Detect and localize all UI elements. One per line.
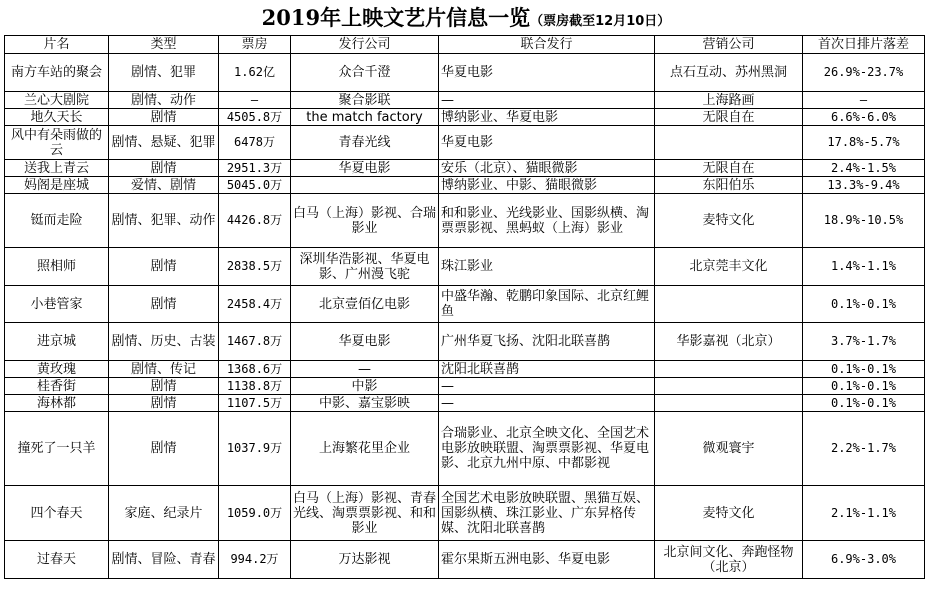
film-name-cell: 地久天长 [5, 109, 109, 126]
co-distributor-cell: 安乐（北京）、猫眼微影 [439, 160, 655, 177]
distributor-cell: 上海繁花里企业 [291, 412, 439, 486]
title-note: （票房截至12月10日） [530, 14, 671, 29]
screening-gap-cell: 17.8%-5.7% [803, 126, 925, 160]
table-row [5, 54, 925, 92]
film-name-cell: 小巷管家 [5, 286, 109, 323]
marketing-cell [655, 378, 803, 395]
co-distributor-cell: 华夏电影 [439, 54, 655, 92]
marketing-cell [655, 395, 803, 412]
screening-gap-cell: 26.9%-23.7% [803, 54, 925, 92]
header-row [5, 36, 925, 54]
marketing-cell [655, 286, 803, 323]
header-cell: 片名 [5, 36, 109, 54]
film-name-cell: 海林都 [5, 395, 109, 412]
film-name-cell: 进京城 [5, 323, 109, 361]
table-row [5, 395, 925, 412]
film-name-cell: 撞死了一只羊 [5, 412, 109, 486]
screening-gap-cell: 2.4%-1.5% [803, 160, 925, 177]
header-cell: 票房 [219, 36, 291, 54]
film-name-cell: 兰心大剧院 [5, 92, 109, 109]
header-cell: 首次日排片落差 [803, 36, 925, 54]
header-cell: 联合发行 [439, 36, 655, 54]
table-row [5, 248, 925, 286]
co-distributor-cell: 中盛华瀚、乾鹏印象国际、北京红鲤鱼 [439, 286, 655, 323]
box-office-cell: 4505.8万 [219, 109, 291, 126]
genre-cell: 剧情 [109, 109, 219, 126]
genre-cell: 剧情 [109, 160, 219, 177]
genre-cell: 剧情、犯罪 [109, 54, 219, 92]
marketing-cell [655, 361, 803, 378]
film-name-cell: 南方车站的聚会 [5, 54, 109, 92]
box-office-cell: 1037.9万 [219, 412, 291, 486]
distributor-cell: 众合千澄 [291, 54, 439, 92]
genre-cell: 剧情 [109, 412, 219, 486]
genre-cell: 家庭、纪录片 [109, 486, 219, 541]
co-distributor-cell: 霍尔果斯五洲电影、华夏电影 [439, 541, 655, 579]
marketing-cell: 东阳伯乐 [655, 177, 803, 194]
header-cell: 类型 [109, 36, 219, 54]
box-office-cell: 2951.3万 [219, 160, 291, 177]
screening-gap-cell: 13.3%-9.4% [803, 177, 925, 194]
co-distributor-cell: 华夏电影 [439, 126, 655, 160]
screening-gap-cell: 2.2%-1.7% [803, 412, 925, 486]
film-name-cell: 桂香街 [5, 378, 109, 395]
marketing-cell: 麦特文化 [655, 486, 803, 541]
box-office-cell: 2838.5万 [219, 248, 291, 286]
co-distributor-cell: — [439, 378, 655, 395]
film-name-cell: 四个春天 [5, 486, 109, 541]
genre-cell: 剧情、传记 [109, 361, 219, 378]
table-row [5, 194, 925, 248]
table-row [5, 378, 925, 395]
box-office-cell: 1.62亿 [219, 54, 291, 92]
box-office-cell: 6478万 [219, 126, 291, 160]
marketing-cell: 北京间文化、奔跑怪物（北京） [655, 541, 803, 579]
box-office-cell: 1059.0万 [219, 486, 291, 541]
film-name-cell: 过春天 [5, 541, 109, 579]
table-row [5, 286, 925, 323]
genre-cell: 剧情、历史、古装 [109, 323, 219, 361]
genre-cell: 剧情 [109, 248, 219, 286]
table-row [5, 486, 925, 541]
marketing-cell [655, 126, 803, 160]
table-row [5, 323, 925, 361]
co-distributor-cell: — [439, 395, 655, 412]
screening-gap-cell: 1.4%-1.1% [803, 248, 925, 286]
genre-cell: 剧情 [109, 378, 219, 395]
co-distributor-cell: 和和影业、光线影业、国影纵横、淘票票影视、黑蚂蚁（上海）影业 [439, 194, 655, 248]
marketing-cell: 华影嘉视（北京） [655, 323, 803, 361]
genre-cell: 爱情、剧情 [109, 177, 219, 194]
distributor-cell: 深圳华浩影视、华夏电影、广州漫飞驼 [291, 248, 439, 286]
distributor-cell: the match factory [291, 109, 439, 126]
screening-gap-cell: 6.6%-6.0% [803, 109, 925, 126]
genre-cell: 剧情 [109, 286, 219, 323]
table-row [5, 177, 925, 194]
header-cell: 营销公司 [655, 36, 803, 54]
screening-gap-cell: — [803, 92, 925, 109]
marketing-cell: 无限自在 [655, 160, 803, 177]
table-row [5, 109, 925, 126]
marketing-cell: 无限自在 [655, 109, 803, 126]
distributor-cell: 中影、嘉宝影映 [291, 395, 439, 412]
title-text: 2019年上映文艺片信息一览 [261, 5, 531, 30]
screening-gap-cell: 0.1%-0.1% [803, 378, 925, 395]
co-distributor-cell: 博纳影业、华夏电影 [439, 109, 655, 126]
box-office-cell: — [219, 92, 291, 109]
genre-cell: 剧情、动作 [109, 92, 219, 109]
table-row [5, 412, 925, 486]
box-office-cell: 1368.6万 [219, 361, 291, 378]
co-distributor-cell: 合瑞影业、北京全映文化、全国艺术电影放映联盟、淘票票影视、华夏电影、北京九州中原、中都影视 [439, 412, 655, 486]
co-distributor-cell: 广州华夏飞扬、沈阳北联喜鹊 [439, 323, 655, 361]
table-row [5, 92, 925, 109]
marketing-cell: 北京莞丰文化 [655, 248, 803, 286]
box-office-cell: 1107.5万 [219, 395, 291, 412]
table-row [5, 160, 925, 177]
distributor-cell: — [291, 361, 439, 378]
table-row [5, 541, 925, 579]
screening-gap-cell: 2.1%-1.1% [803, 486, 925, 541]
film-name-cell: 送我上青云 [5, 160, 109, 177]
screening-gap-cell: 0.1%-0.1% [803, 395, 925, 412]
genre-cell: 剧情、犯罪、动作 [109, 194, 219, 248]
genre-cell: 剧情 [109, 395, 219, 412]
distributor-cell: 青春光线 [291, 126, 439, 160]
film-table [4, 35, 925, 579]
header-cell: 发行公司 [291, 36, 439, 54]
marketing-cell: 麦特文化 [655, 194, 803, 248]
table-row [5, 361, 925, 378]
distributor-cell: 中影 [291, 378, 439, 395]
co-distributor-cell: 沈阳北联喜鹊 [439, 361, 655, 378]
screening-gap-cell: 6.9%-3.0% [803, 541, 925, 579]
co-distributor-cell: 全国艺术电影放映联盟、黑猫互娱、国影纵横、珠江影业、广东昇格传媒、沈阳北联喜鹊 [439, 486, 655, 541]
co-distributor-cell: — [439, 92, 655, 109]
distributor-cell [291, 177, 439, 194]
co-distributor-cell: 博纳影业、中影、猫眼微影 [439, 177, 655, 194]
box-office-cell: 5045.0万 [219, 177, 291, 194]
film-name-cell: 铤而走险 [5, 194, 109, 248]
distributor-cell: 华夏电影 [291, 323, 439, 361]
film-name-cell: 黄玫瑰 [5, 361, 109, 378]
distributor-cell: 白马（上海）影视、青春光线、淘票票影视、和和影业 [291, 486, 439, 541]
table-row [5, 126, 925, 160]
box-office-cell: 1467.8万 [219, 323, 291, 361]
screening-gap-cell: 18.9%-10.5% [803, 194, 925, 248]
box-office-cell: 4426.8万 [219, 194, 291, 248]
box-office-cell: 1138.8万 [219, 378, 291, 395]
film-name-cell: 照相师 [5, 248, 109, 286]
box-office-cell: 2458.4万 [219, 286, 291, 323]
sheet-title [0, 0, 932, 35]
co-distributor-cell: 珠江影业 [439, 248, 655, 286]
distributor-cell: 聚合影联 [291, 92, 439, 109]
distributor-cell: 白马（上海）影视、合瑞影业 [291, 194, 439, 248]
genre-cell: 剧情、冒险、青春 [109, 541, 219, 579]
box-office-cell: 994.2万 [219, 541, 291, 579]
screening-gap-cell: 0.1%-0.1% [803, 286, 925, 323]
marketing-cell: 点石互动、苏州黑洞 [655, 54, 803, 92]
film-name-cell: 风中有朵雨做的云 [5, 126, 109, 160]
screening-gap-cell: 0.1%-0.1% [803, 361, 925, 378]
distributor-cell: 北京壹佰亿电影 [291, 286, 439, 323]
distributor-cell: 万达影视 [291, 541, 439, 579]
genre-cell: 剧情、悬疑、犯罪 [109, 126, 219, 160]
distributor-cell: 华夏电影 [291, 160, 439, 177]
film-name-cell: 妈阁是座城 [5, 177, 109, 194]
marketing-cell: 上海路画 [655, 92, 803, 109]
marketing-cell: 微观寰宇 [655, 412, 803, 486]
screening-gap-cell: 3.7%-1.7% [803, 323, 925, 361]
